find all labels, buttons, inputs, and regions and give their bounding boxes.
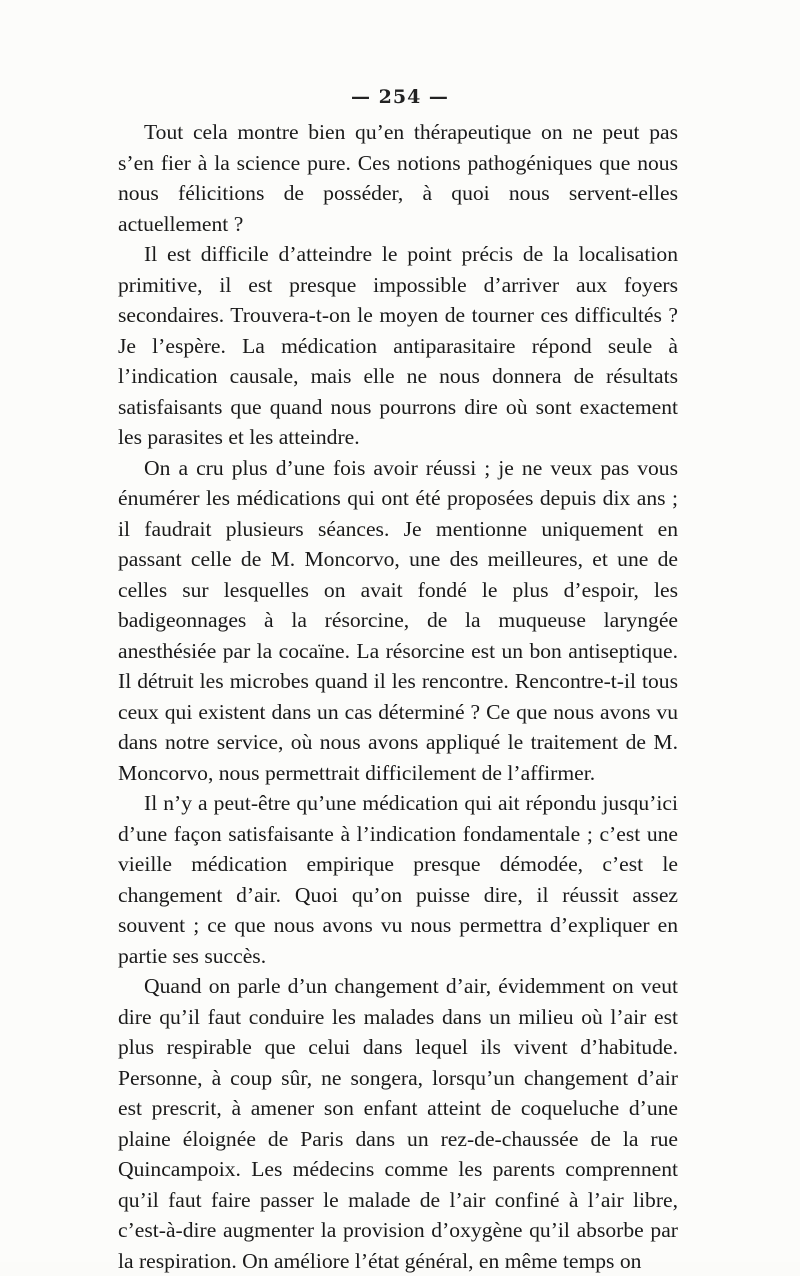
body-text <box>118 117 678 1276</box>
paragraph: Il n’y a peut-être qu’une médication qui ait répondu jusqu’ici d’une façon satisfaisante à l’indication fondamentale ; c’est une vieille médication empirique presque démodée, c’est le changement d’air. Quoi qu’on puisse dire, il réussit assez souvent ; ce que nous avons vu nous permettra d’expliquer en partie ses succès. <box>118 791 678 968</box>
paragraph: Tout cela montre bien qu’en thérapeutique on ne peut pas s’en fier à la science pure. Ces notions pathogéniques que nous nous félicitions de posséder, à quoi nous servent-elles actuellement ? <box>118 120 678 236</box>
paragraph: Il est difficile d’atteindre le point précis de la localisation primitive, il est presque impossible d’arriver aux foyers secondaires. Trouvera-t-on le moyen de tourner ces difficultés ? Je l’espère. La médication antiparasitaire répond seule à l’indication causale, mais elle ne nous donnera de résultats satisfaisants que quand nous pourrons dire où sont exactement les parasites et les atteindre. <box>118 242 678 449</box>
paragraph: Quand on parle d’un changement d’air, évidemment on veut dire qu’il faut conduire les malades dans un milieu où l’air est plus respirable que celui dans lequel ils vivent d’habitude. Personne, à coup sûr, ne songera, lorsqu’un changement d’air est prescrit, à amener son enfant atteint de coqueluche d’une plaine éloignée de Paris dans un rez-de-chaussée de la rue Quincampoix. Les médecins comme les parents comprennent qu’il faut faire passer le malade de l’air confiné à l’air libre, c’est-à-dire augmenter la provision d’oxygène qu’il absorbe par la respiration. On améliore l’état général, en même temps on <box>118 974 678 1273</box>
page-number: — 254 — <box>351 86 449 108</box>
paragraph: On a cru plus d’une fois avoir réussi ; je ne veux pas vous énumérer les médications qui ont été proposées depuis dix ans ; il faudrait plusieurs séances. Je mentionne uniquement en passant celle de M. Moncorvo, une des meilleures, et une de celles sur lesquelles on avait fondé le plus d’espoir, les badigeonnages à la résorcine, de la muqueuse laryngée anesthésiée par la cocaïne. La résorcine est un bon antiseptique. Il détruit les microbes quand il les rencontre. Rencontre-t-il tous ceux qui existent dans un cas déterminé ? Ce que nous avons vu dans notre service, où nous avons appliqué le traitement de M. Moncorvo, nous permettrait difficilement de l’affirmer. <box>118 455 678 785</box>
